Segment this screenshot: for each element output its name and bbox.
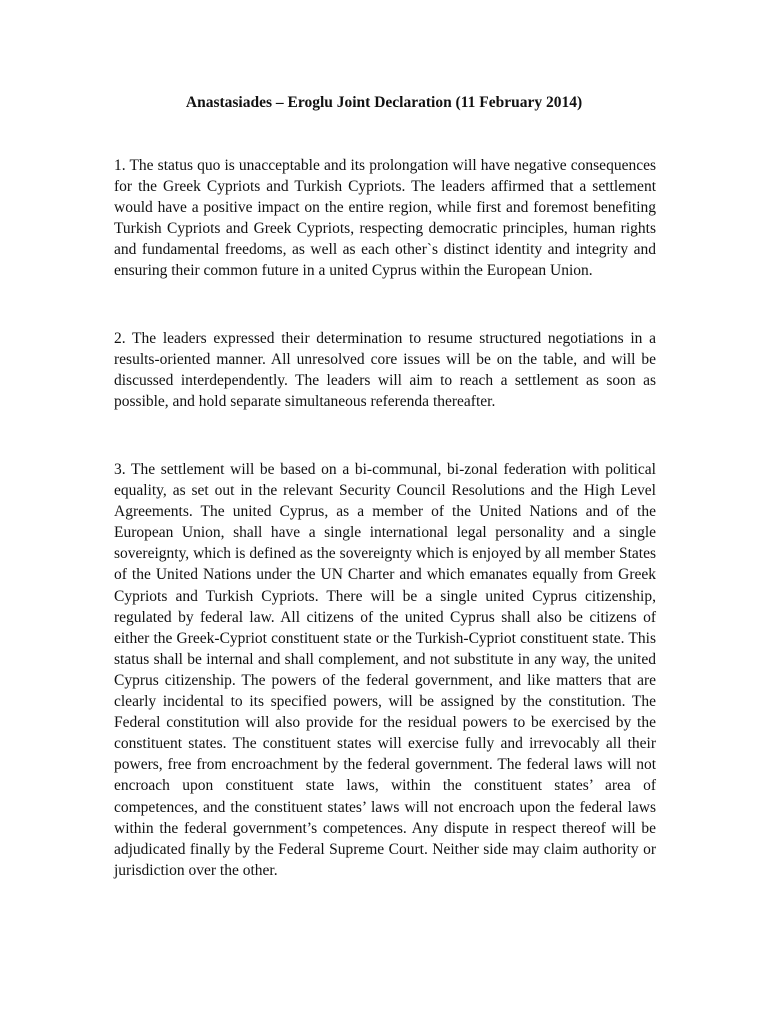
- paragraph-3: 3. The settlement will be based on a bi-communal, bi-zonal federation with political equality, as set out in the relevant Security Council Resolutions and the High Level Agreements. The united Cyprus, as a member of the United Nations and of the European Union, shall have a single international legal personality and a single sovereignty, which is defined as the sovereignty which is enjoyed by all member States of the United Nations under the UN Charter and which emanates equally from Greek Cypriots and Turkish Cypriots. There will be a single united Cyprus citizenship, regulated by federal law. All citizens of the united Cyprus shall also be citizens of either the Greek-Cypriot constituent state or the Turkish-Cypriot constituent state. This status shall be internal and shall complement, and not substitute in any way, the united Cyprus citizenship. The powers of the federal government, and like matters that are clearly incidental to its specified powers, will be assigned by the constitution. The Federal constitution will also provide for the residual powers to be exercised by the constituent states. The constituent states will exercise fully and irrevocably all their powers, free from encroachment by the federal government. The federal laws will not encroach upon constituent state laws, within the constituent states’ area of competences, and the constituent states’ laws will not encroach upon the federal laws within the federal government’s competences. Any dispute in respect thereof will be adjudicated finally by the Federal Supreme Court. Neither side may claim authority or jurisdiction over the other.: [114, 461, 656, 879]
- paragraph-2: 2. The leaders expressed their determination to resume structured negotiations in a results-oriented manner. All unresolved core issues will be on the table, and will be discussed interdependently. The leaders will aim to reach a settlement as soon as possible, and hold separate simultaneous referenda thereafter.: [114, 330, 656, 411]
- document-title: Anastasiades – Eroglu Joint Declaration (11 February 2014): [185, 94, 583, 111]
- paragraph-1: 1. The status quo is unacceptable and its prolongation will have negative consequences for the Greek Cypriots and Turkish Cypriots. The leaders affirmed that a settlement would have a positive impact on the entire region, while first and foremost benefiting Turkish Cypriots and Greek Cypriots, respecting democratic principles, human rights and fundamental freedoms, as well as each other`s distinct identity and integrity and ensuring their common future in a united Cyprus within the European Union.: [114, 157, 656, 280]
